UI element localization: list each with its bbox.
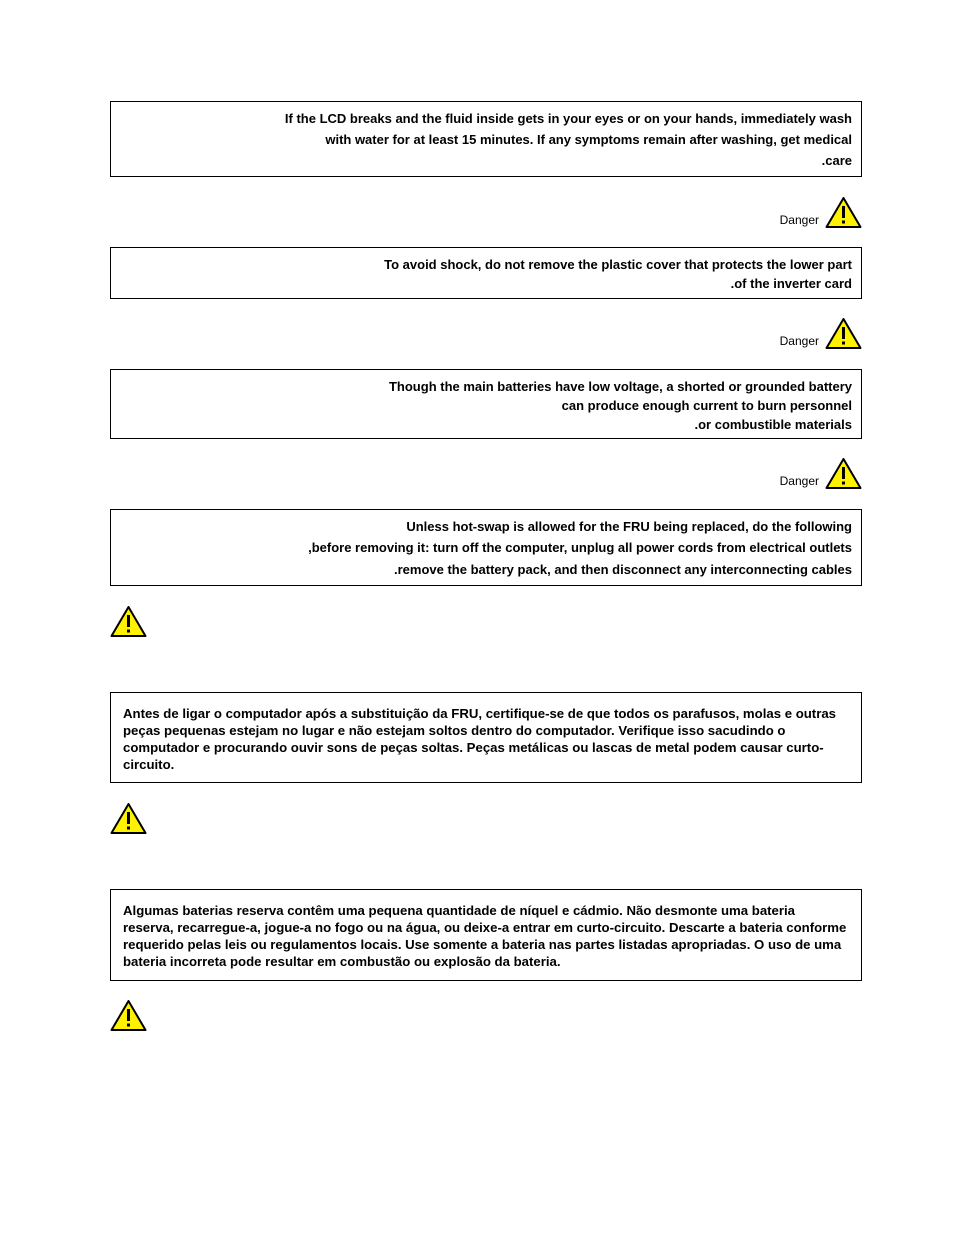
notice-fru-replace (110, 509, 862, 586)
notice-text: Antes de ligar o computador após a substituição da FRU, certifique-se de que todos os parafusos, molas e outras peças pequenas estejam no lugar e não estejam soltos dentro do computador. Verifique isso sacudindo o computador e procurando ouvir sons de peças soltas. Peças metálicas ou lascas de metal podem causar curto-circuito. (123, 706, 836, 772)
notice-line: remove the battery pack, and then disconnect any interconnecting cables. (393, 562, 852, 577)
notice-line: Unless hot-swap is allowed for the FRU being replaced, do the following (406, 519, 852, 534)
warning-triangle-icon (110, 802, 147, 835)
notice-line: with water for at least 15 minutes. If any symptoms remain after washing, get medical (325, 132, 852, 147)
notice-fru-screws (110, 692, 862, 783)
notice-line: Though the main batteries have low voltage, a shorted or grounded battery (388, 379, 852, 394)
notice-line: care. (821, 153, 852, 168)
danger-heading (780, 195, 862, 229)
danger-label: Danger (779, 213, 819, 227)
warning-triangle-icon (110, 999, 147, 1032)
warning-triangle-icon (825, 196, 862, 229)
warning-triangle-icon (825, 317, 862, 350)
notice-backup-battery (110, 889, 862, 981)
danger-heading (780, 316, 862, 350)
notice-line: To avoid shock, do not remove the plastic cover that protects the lower part (384, 257, 852, 272)
danger-label: Danger (779, 334, 819, 348)
danger-label: Danger (779, 474, 819, 488)
notice-battery-short (110, 369, 862, 439)
danger-heading (780, 456, 862, 490)
notice-line: of the inverter card. (730, 276, 852, 291)
notice-shock (110, 247, 862, 299)
notice-line: before removing it: turn off the computer, unplug all power cords from electrical outlets, (308, 540, 852, 555)
notice-lcd (110, 101, 862, 177)
warning-triangle-icon (825, 457, 862, 490)
notice-line: can produce enough current to burn personnel (561, 398, 852, 413)
notice-line: If the LCD breaks and the fluid inside gets in your eyes or on your hands, immediately wash (284, 111, 852, 126)
notice-line: or combustible materials. (694, 417, 852, 432)
warning-triangle-icon (110, 605, 147, 638)
notice-text: Algumas baterias reserva contêm uma pequena quantidade de níquel e cádmio. Não desmonte uma bateria reserva, recarregue-a, jogue-a no fogo ou na água, ou deixe-a entrar em curto-circuito. Descarte a bateria conforme requerido pelas leis ou regulamentos locais. Use somente a bateria nas partes listadas apropriadas. O uso de uma bateria incorreta pode resultar em combustão ou explosão da bateria. (123, 903, 847, 969)
